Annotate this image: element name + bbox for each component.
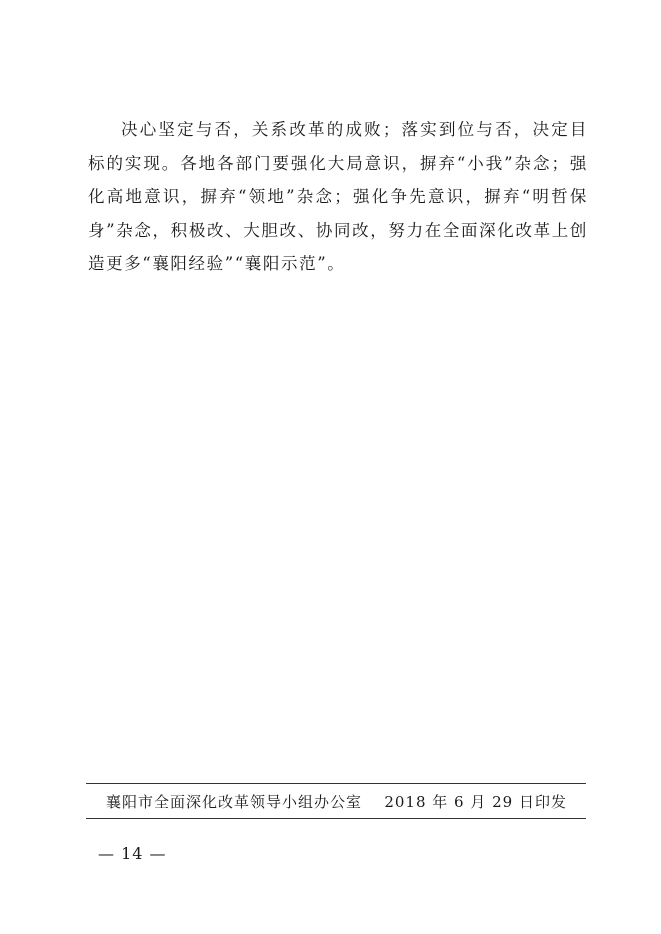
footer-bottom-rule bbox=[86, 818, 586, 819]
footer-issuer: 襄阳市全面深化改革领导小组办公室 bbox=[106, 793, 363, 811]
footer-top-rule bbox=[86, 783, 586, 784]
body-text bbox=[88, 113, 588, 281]
page-number: — 14 — bbox=[98, 844, 167, 863]
footer-print-date: 2018 年 6 月 29 日印发 bbox=[384, 793, 567, 811]
body-paragraph: 决心坚定与否，关系改革的成败；落实到位与否，决定目标的实现。各地各部门要强化大局意识，摒弃“小我”杂念；强化高地意识，摒弃“领地”杂念；强化争先意识，摒弃“明哲保身”杂念，积极改、大胆改、协同改，努力在全面深化改革上创造更多“襄阳经验”“襄阳示范”。 bbox=[88, 120, 588, 274]
